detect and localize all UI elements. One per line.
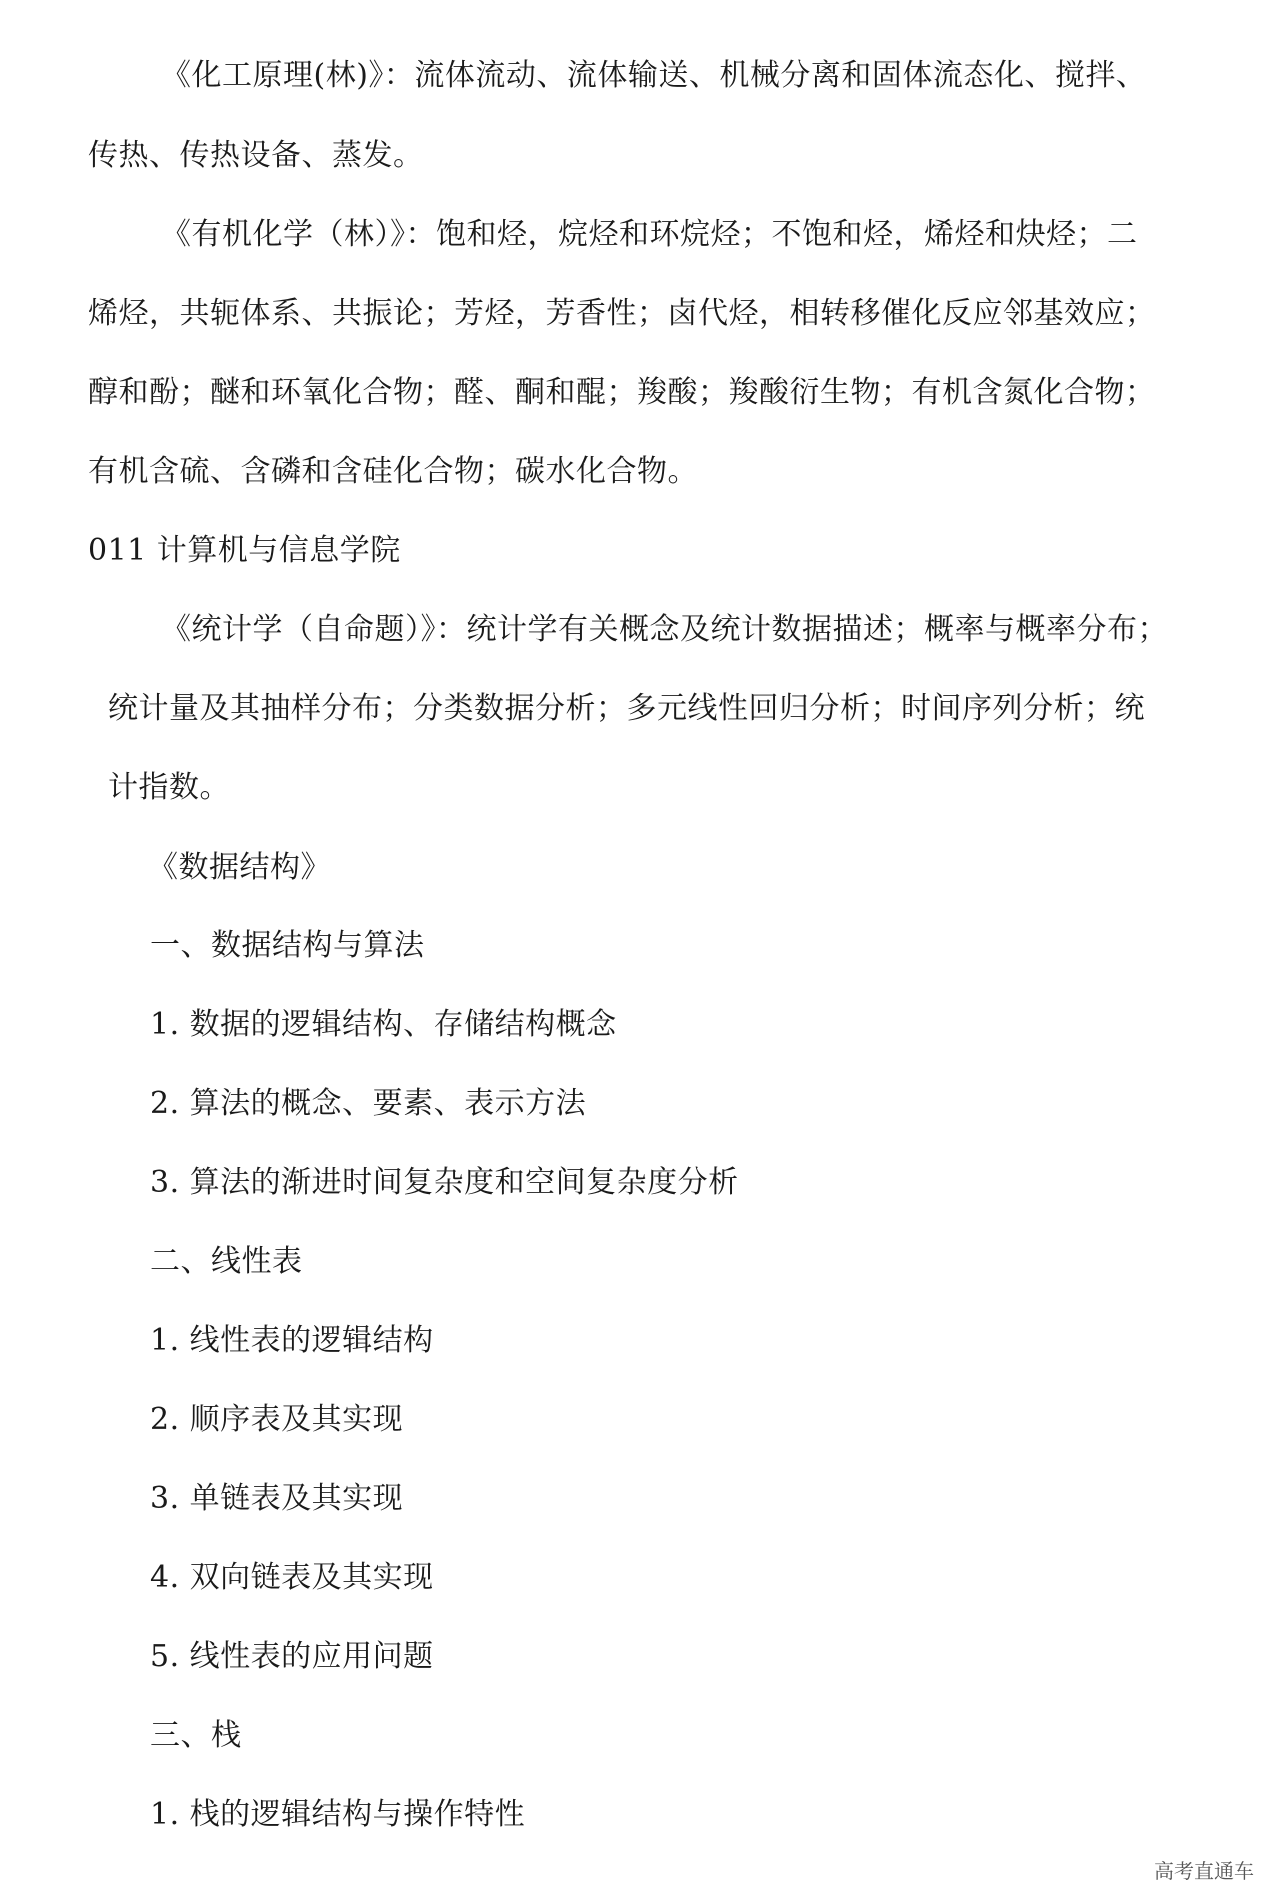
outline-item: 2. 算法的概念、要素、表示方法 (150, 1086, 587, 1121)
outline-item: 一、数据结构与算法 (150, 928, 425, 963)
outline-item: 1. 栈的逻辑结构与操作特性 (150, 1797, 526, 1832)
organic-chem-line-4: 有机含硫、含磷和含硅化合物；碳水化合物。 (88, 454, 698, 489)
data-structures-title: 《数据结构》 (148, 850, 331, 885)
outline-item: 3. 单链表及其实现 (150, 1481, 404, 1516)
organic-chem-line-2: 烯烃，共轭体系、共振论；芳烃，芳香性；卤代烃，相转移催化反应邻基效应； (88, 296, 1156, 331)
outline-item: 5. 线性表的应用问题 (150, 1639, 434, 1674)
statistics-line-1: 《统计学（自命题）》：统计学有关概念及统计数据描述；概率与概率分布； (161, 612, 1168, 647)
statistics-line-2: 统计量及其抽样分布；分类数据分析；多元线性回归分析；时间序列分析；统 (108, 691, 1145, 726)
organic-chem-line-3: 醇和酚；醚和环氧化合物；醛、酮和醌；羧酸；羧酸衍生物；有机含氮化合物； (88, 375, 1156, 410)
section-heading: 011 计算机与信息学院 (88, 533, 401, 568)
watermark-text: 高考直通车 (1154, 1859, 1254, 1883)
statistics-line-3: 计指数。 (108, 770, 230, 805)
outline-item: 4. 双向链表及其实现 (150, 1560, 434, 1595)
outline-item: 三、栈 (150, 1718, 242, 1753)
outline-item: 3. 算法的渐进时间复杂度和空间复杂度分析 (150, 1165, 739, 1200)
chem-principles-line-2: 传热、传热设备、蒸发。 (88, 138, 424, 173)
chem-principles-line-1: 《化工原理(林)》：流体流动、流体输送、机械分离和固体流态化、搅拌、 (161, 58, 1147, 93)
outline-item: 1. 数据的逻辑结构、存储结构概念 (150, 1007, 617, 1042)
outline-item: 1. 线性表的逻辑结构 (150, 1323, 434, 1358)
organic-chem-line-1: 《有机化学（林）》：饱和烃，烷烃和环烷烃；不饱和烃，烯烃和炔烃；二 (161, 217, 1138, 252)
outline-item: 2. 顺序表及其实现 (150, 1402, 404, 1437)
outline-item: 二、线性表 (150, 1244, 303, 1279)
